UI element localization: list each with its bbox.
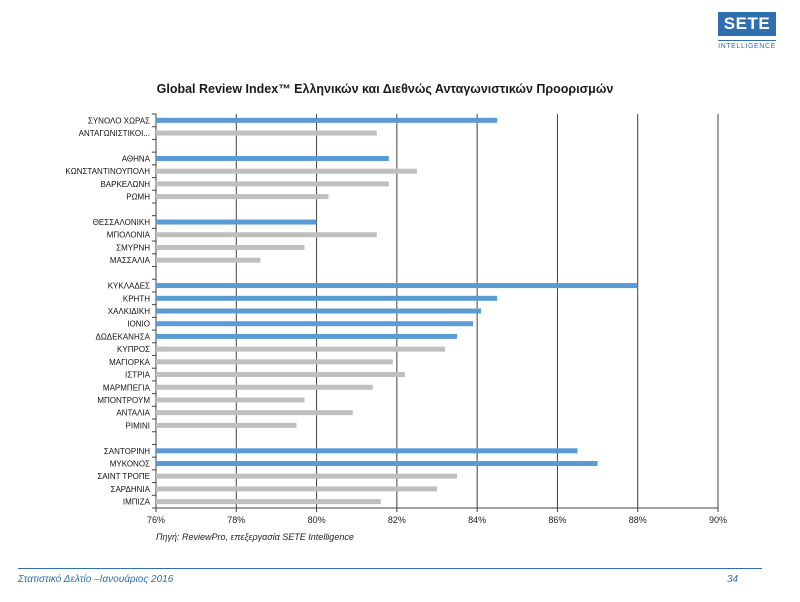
bar <box>156 359 393 364</box>
x-tick-label: 90% <box>708 515 728 525</box>
footer-publication: Στατιστικό Δελτίο –Ιανουάριος 2016 <box>18 574 174 585</box>
category-label: ΚΩΝΣΤΑΝΤΙΝΟΥΠΟΛΗ <box>65 167 150 177</box>
bar <box>156 118 497 123</box>
x-tick-label: 80% <box>307 515 326 525</box>
category-label: ΜΠΟΛΟΝΙΑ <box>106 230 150 240</box>
bar <box>156 169 417 174</box>
category-label: ΜΠΟΝΤΡΟΥΜ <box>97 395 150 405</box>
chart-title: Global Review Index™ Ελληνικών και Διεθνώς Ανταγωνιστικών Προορισμών <box>156 82 614 96</box>
logo-sub: INTELLIGENCE <box>718 43 776 50</box>
category-label: ΙΣΤΡΙΑ <box>125 370 150 380</box>
source-note: Πηγή: ReviewPro, επεξεργασία SETE Intelligence <box>156 532 354 542</box>
bar <box>156 499 381 504</box>
category-label: ΚΥΚΛΑΔΕΣ <box>107 281 150 291</box>
category-label: ΚΥΠΡΟΣ <box>117 345 150 355</box>
bar <box>156 486 437 491</box>
bar <box>156 245 305 250</box>
bar <box>156 131 377 136</box>
bar <box>156 334 457 339</box>
bar <box>156 309 481 314</box>
bar <box>156 232 377 237</box>
bar <box>156 385 373 390</box>
category-label: ΑΝΤΑΓΩΝΙΣΤΙΚΟΙ... <box>78 129 150 139</box>
bar <box>156 448 578 453</box>
bar <box>156 296 497 301</box>
bar <box>156 397 305 402</box>
category-label: ΜΑΡΜΠΕΓΙΑ <box>102 383 150 393</box>
category-label: ΣΥΝΟΛΟ ΧΩΡΑΣ <box>87 116 150 126</box>
category-label: ΣΑΝΤΟΡΙΝΗ <box>103 446 150 456</box>
category-label: ΑΝΤΑΛΙΑ <box>116 408 150 418</box>
category-label: ΣΑΙΝΤ ΤΡΟΠΕ <box>97 472 150 482</box>
bar <box>156 423 297 428</box>
category-label: ΙΟΝΙΟ <box>127 319 150 329</box>
bar <box>156 321 473 326</box>
bar <box>156 258 260 263</box>
bar <box>156 372 405 377</box>
category-label: ΑΘΗΝΑ <box>121 154 150 164</box>
x-tick-label: 86% <box>548 515 567 525</box>
category-label: ΘΕΣΣΑΛΟΝΙΚΗ <box>92 218 150 228</box>
category-label: ΡΩΜΗ <box>126 192 150 202</box>
category-label: ΡΙΜΙΝΙ <box>125 421 150 431</box>
category-label: ΜΑΣΣΑΛΙΑ <box>109 256 150 266</box>
x-tick-label: 84% <box>468 515 487 525</box>
category-label: ΔΩΔΕΚΑΝΗΣΑ <box>95 332 150 342</box>
x-tick-label: 78% <box>227 515 246 525</box>
category-label: ΜΑΓΙΟΡΚΑ <box>109 357 150 367</box>
category-label: ΣΑΡΔΗΝΙΑ <box>110 484 150 494</box>
category-label: ΒΑΡΚΕΛΩΝΗ <box>100 179 150 189</box>
category-label: ΧΑΛΚΙΔΙΚΗ <box>107 307 150 316</box>
bar <box>156 283 638 288</box>
footer-divider <box>18 568 762 569</box>
bar <box>156 220 317 225</box>
bar <box>156 461 598 466</box>
page-number: 34 <box>727 574 739 585</box>
bar <box>156 474 457 479</box>
category-label: ΣΜΥΡΝΗ <box>116 243 150 253</box>
x-tick-label: 82% <box>387 515 406 525</box>
logo-main: SETE <box>718 12 776 36</box>
category-label: ΙΜΠΙΖΑ <box>122 497 150 507</box>
bar <box>156 156 389 161</box>
category-label: ΚΡΗΤΗ <box>122 294 150 304</box>
x-tick-label: 88% <box>628 515 647 525</box>
bar <box>156 181 389 186</box>
bar <box>156 194 329 199</box>
bar <box>156 410 353 415</box>
category-label: ΜΥΚΟΝΟΣ <box>109 459 150 469</box>
bar <box>156 347 445 352</box>
x-tick-label: 76% <box>146 515 166 525</box>
